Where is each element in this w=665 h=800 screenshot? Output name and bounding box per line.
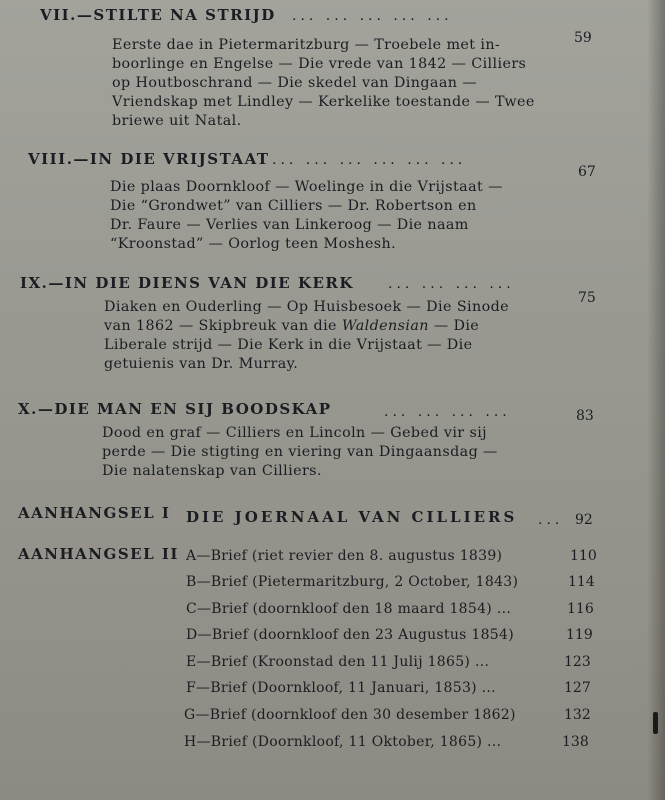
chapter-8-line: Die “Grondwet” van Cilliers — Dr. Robertson en <box>110 198 477 214</box>
chapter-9-page: 75 <box>578 290 596 306</box>
chapter-8-page: 67 <box>578 164 596 180</box>
chapter-10-description <box>102 424 498 481</box>
appendix-2-item-f-page: 127 <box>564 680 591 696</box>
chapter-9-line-part: — Die <box>428 318 480 334</box>
chapter-9-line-part: van 1862 — Skipbreuk van die <box>104 318 342 334</box>
chapter-9-line: getuienis van Dr. Murray. <box>104 356 299 372</box>
appendix-1-label: AANHANGSEL I <box>18 504 171 522</box>
chapter-10-line: perde — Die stigting en viering van Dingaansdag — <box>102 444 498 460</box>
appendix-2-item-f: F—Brief (Doornkloof, 11 Januari, 1853) ... <box>186 680 496 696</box>
appendix-2-item-c-page: 116 <box>567 601 594 617</box>
chapter-9-line: Liberale strijd — Die Kerk in die Vrijstaat — Die <box>104 337 473 353</box>
appendix-2-item-c: C—Brief (doornkloof den 18 maard 1854) ... <box>186 601 512 617</box>
appendix-1-dots: ... <box>538 512 564 528</box>
chapter-8-line: “Kroonstad” — Oorlog teen Moshesh. <box>110 236 397 252</box>
chapter-7-line: boorlinge en Engelse — Die vrede van 1842 — Cilliers <box>112 56 527 72</box>
appendix-2-item-e-page: 123 <box>564 654 591 670</box>
chapter-10-title: X.—DIE MAN EN SIJ BOODSKAP <box>18 400 332 418</box>
appendix-2-item-d-page: 119 <box>566 627 593 643</box>
chapter-8-line: Die plaas Doornkloof — Woelinge in die Vrijstaat — <box>110 179 503 195</box>
ship-name-italic: Waldensian <box>341 318 429 334</box>
chapter-10-dots: ... ... ... ... <box>384 404 511 420</box>
appendix-2-item-a-page: 110 <box>570 548 597 564</box>
chapter-8-description <box>110 178 503 254</box>
chapter-10-page: 83 <box>576 408 594 424</box>
chapter-7-line: briewe uit Natal. <box>112 113 242 129</box>
chapter-7-title: VII.—STILTE NA STRIJD <box>40 6 276 24</box>
chapter-9-dots: ... ... ... ... <box>388 276 515 292</box>
chapter-8-dots: ... ... ... ... ... ... <box>272 152 467 168</box>
chapter-7-dots: ... ... ... ... ... <box>292 8 453 24</box>
appendix-1-page: 92 <box>575 512 593 528</box>
chapter-8-line: Dr. Faure — Verlies van Linkeroog — Die naam <box>110 217 469 233</box>
chapter-7-line: Eerste dae in Pietermaritzburg — Troebele met in- <box>112 37 501 53</box>
chapter-10-line: Dood en graf — Cilliers en Lincoln — Gebed vir sij <box>102 425 488 441</box>
appendix-2-item-g: G—Brief (doornkloof den 30 desember 1862) <box>184 707 516 723</box>
appendix-2-item-h-page: 138 <box>562 734 589 750</box>
chapter-9-line <box>104 317 509 336</box>
chapter-9-title: IX.—IN DIE DIENS VAN DIE KERK <box>20 274 354 292</box>
chapter-7-line: Vriendskap met Lindley — Kerkelike toestande — Twee <box>112 94 535 110</box>
appendix-2-item-b: B—Brief (Pietermaritzburg, 2 October, 1843) <box>186 574 519 590</box>
chapter-7-page: 59 <box>574 30 592 46</box>
appendix-2-label: AANHANGSEL II <box>18 545 179 563</box>
chapter-9-description <box>104 298 509 374</box>
appendix-2-item-g-page: 132 <box>564 707 591 723</box>
appendix-2-item-d: D—Brief (doornkloof den 23 Augustus 1854) <box>186 627 514 643</box>
chapter-7-line: op Houtboschrand — Die skedel van Dingaan — <box>112 75 478 91</box>
appendix-2-item-h: H—Brief (Doornkloof, 11 Oktober, 1865) ... <box>184 734 502 750</box>
appendix-2-item-b-page: 114 <box>568 574 595 590</box>
chapter-10-line: Die nalatenskap van Cilliers. <box>102 463 322 479</box>
appendix-2-item-e: E—Brief (Kroonstad den 11 Julij 1865) ... <box>186 654 490 670</box>
chapter-9-line: Diaken en Ouderling — Op Huisbesoek — Die Sinode <box>104 299 510 315</box>
chapter-7-description <box>112 36 535 131</box>
chapter-8-title: VIII.—IN DIE VRIJSTAAT <box>28 150 270 168</box>
appendix-1-title: DIE JOERNAAL VAN CILLIERS <box>186 508 518 526</box>
page-edge-shadow <box>647 0 665 800</box>
appendix-2-item-a: A—Brief (riet revier den 8. augustus 1839) <box>186 548 503 564</box>
